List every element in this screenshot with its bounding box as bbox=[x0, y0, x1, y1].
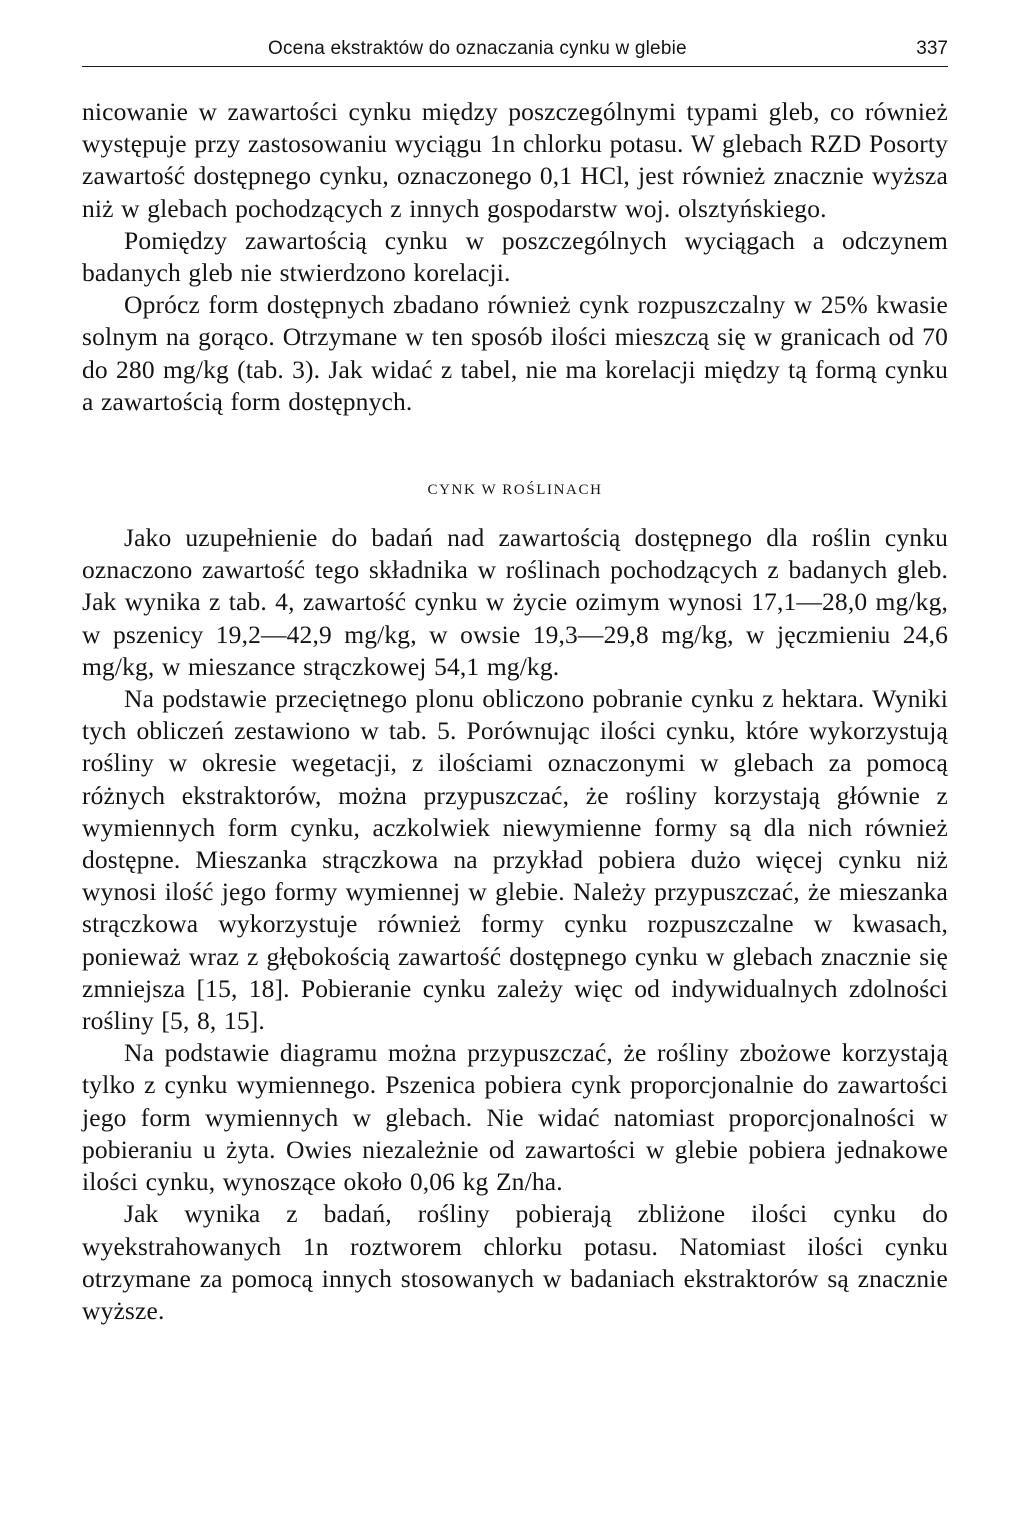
paragraph-diagram-analysis: Na podstawie diagramu można przypuszczać, że rośliny zbożowe korzystają tylko z cynku wymiennego. Pszenica pobiera cynk proporcjonalnie do zawartości jego form wymiennych w glebach. Nie widać natomiast proporcjonalności w pobieraniu u żyta. Owies niezależnie od zawartości w glebie pobiera jednakowe ilości cynku, wynoszące około 0,06 kg Zn/ha. bbox=[82, 1038, 948, 1197]
paragraph-correlation: Pomiędzy zawartością cynku w poszczególnych wyciągach a odczynem badanych gleb nie stwierdzono korelacji. bbox=[82, 225, 948, 288]
running-header bbox=[82, 36, 948, 67]
paragraph-plant-zinc-content: Jako uzupełnienie do badań nad zawartością dostępnego dla roślin cynku oznaczono zawartość tego składnika w roślinach pochodzących z badanych gleb. Jak wynika z tab. 4, zawartość cynku w życie ozimym wynosi 17,1—28,0 mg/kg, w pszenicy 19,2—42,9 mg/kg, w owsie 19,3—29,8 mg/kg, w jęczmieniu 24,6 mg/kg, w mieszance strączkowej 54,1 mg/kg. bbox=[82, 523, 948, 681]
paragraph-continued: nicowanie w zawartości cynku między poszczególnymi typami gleb, co również występuje przy zastosowaniu wyciągu 1n chlorku potasu. W glebach RZD Posorty zawartość dostępnego cynku, oznaczonego 0,1 HCl, jest również znacznie wyższa niż w glebach pochodzących z innych gospodarstw woj. olsztyńskiego. bbox=[82, 97, 948, 223]
running-title: Ocena ekstraktów do oznaczania cynku w glebie bbox=[268, 38, 687, 59]
paragraph-zinc-uptake: Na podstawie przeciętnego plonu obliczono pobranie cynku z hektara. Wyniki tych obliczeń zestawiono w tab. 5. Porównując ilości cynku, które wykorzystują rośliny w okresie wegetacji, z ilościami oznaczonymi w glebach za pomocą różnych ekstraktorów, można przypuszczać, że rośliny korzystają głównie z wymiennych form cynku, aczkolwiek niewymienne formy są dla nich również dostępne. Mieszanka strączkowa na przykład pobiera dużo więcej cynku niż wynosi ilość jego formy wymiennej w glebie. Należy przypuszczać, że mieszanka strączkowa wykorzystuje również formy cynku rozpuszczalne w kwasach, ponieważ wraz z głębokością zawartość dostępnego cynku w glebach znacznie się zmniejsza [15, 18]. Pobieranie cynku zależy więc od indywidualnych zdolności rośliny [5, 8, 15]. bbox=[82, 684, 948, 1036]
page-number: 337 bbox=[916, 38, 948, 59]
paragraph-acid-soluble-zinc: Oprócz form dostępnych zbadano również cynk rozpuszczalny w 25% kwasie solnym na gorąco. Otrzymane w ten sposób ilości mieszczą się w granicach od 70 do 280 mg/kg (tab. 3). Jak widać z tabel, nie ma korelacji między tą formą cynku a zawartością form dostępnych. bbox=[82, 290, 948, 416]
paragraph-conclusion: Jak wynika z badań, rośliny pobierają zbliżone ilości cynku do wyekstrahowanych 1n roztworem chlorku potasu. Natomiast ilości cynku otrzymane za pomocą innych stosowanych w badaniach ekstraktorów są znacznie wyższe. bbox=[82, 1199, 948, 1325]
body-text bbox=[82, 96, 948, 1327]
section-heading: CYNK W ROŚLINACH bbox=[427, 482, 603, 499]
